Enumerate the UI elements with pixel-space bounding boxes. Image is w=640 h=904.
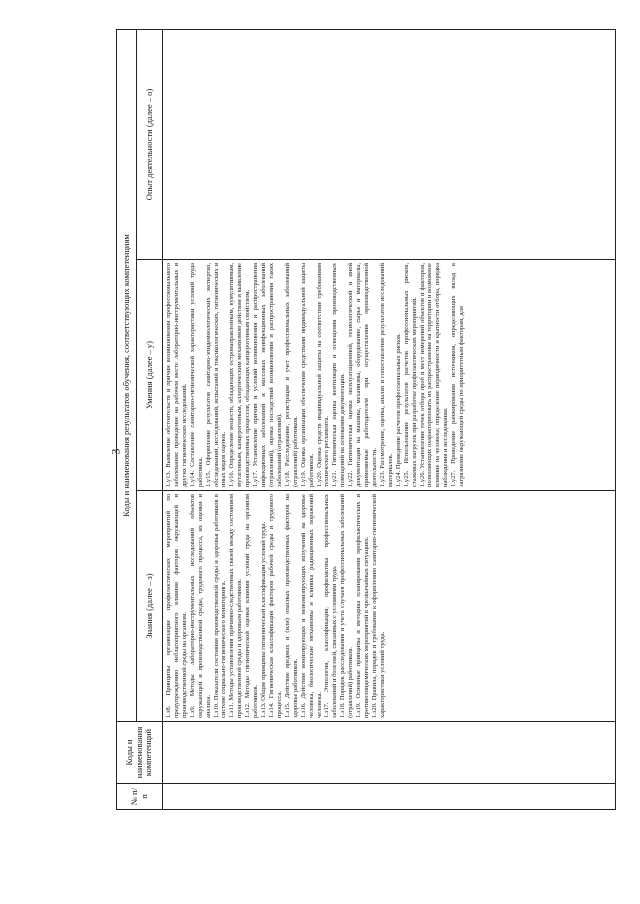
knowledge-item: 1.з16. Действие ионизирующих и неионизирующих излучений на здоровье человека, биологические механизмы и клиника радиационных поражений человека. [299, 494, 323, 718]
skill-item: 1.у13. Выявление обстоятельств и причин возникновения профессионального заболевания: проведение на рабочем месте лабораторно-инструментальных и других гигиенических исследований. [165, 263, 188, 487]
skill-item: 1.у27. Проведение ранжирования источников, определяющих вклад в загрязнение окружающей среды по приоритетным факторам, для [450, 263, 466, 487]
knowledge-item: 1.з19. Основные принципы и методика планирования профилактических и противоэпидемических мероприятий в чрезвычайных ситуациях. [355, 494, 371, 718]
table-header-row-1 [117, 29, 137, 809]
experience-cell [163, 29, 616, 259]
number-cell [163, 784, 616, 810]
knowledge-item: 1.з13. Общие принципы гигиенической классификации условий труда. [260, 521, 268, 718]
header-knowledge: Знания (далее – з) [137, 491, 163, 722]
header-experience: Опыт деятельности (далее – о) [137, 29, 163, 259]
skill-item: 1.у17. Установление причин и условий возникновения и распространения инфекционных заболеваний и массовых неинфекционных заболеваний (отравлений), оценка последствий возникновения и распространения таких заболеваний (отравлений). [252, 263, 283, 487]
skill-item: 1.у22. Гигиеническая оценка эксплуатационной, технологической и иной документации на машины, механизмы, оборудование, сырье и материалы, применяемые работодателем при осуществлении производственной деятельности. [347, 263, 378, 487]
knowledge-item: 1.з12. Методы гигиенической оценки влияния условий труда на организм работников. [244, 494, 260, 718]
skill-item: 1.у23. Рассмотрение, оценка, анализ и сопоставление результатов исследований материалов. [378, 263, 394, 487]
competencies-table [116, 29, 616, 810]
skill-item: 1.у25. Использование результатов расчетов профессиональных рисков, стажевых нагрузок при разработке профилактических мероприятий. [402, 263, 418, 487]
rotated-table-wrapper [116, 30, 616, 810]
knowledge-item: 1.з8. Принципы организации профилактических мероприятий по предупреждению неблагоприятного влияния факторов окружающей и производственной среды на организм. [165, 494, 188, 718]
page-number: 3 [108, 448, 123, 455]
knowledge-item: 1.з17. Этиология, классификация, профилактика профессиональных заболеваний и болезней, связанных с условиями труда. [323, 494, 339, 718]
skill-item: 1.у14. Составление санитарно-гигиенической характеристики условий труда работника. [188, 263, 204, 487]
header-number: № п/п [117, 784, 163, 810]
knowledge-item: 1.з11. Методы установления причинно-следственных связей между состоянием производственной среды и здоровьем работников. [228, 494, 244, 718]
knowledge-item: 1.з15. Действие вредных и (или) опасных производственных факторов на здоровье работников. [283, 494, 299, 718]
knowledge-cell [163, 491, 616, 722]
knowledge-item: 1.з20. Правила, порядок и требования к оформлению санитарно-гигиенической характеристики условий труда. [370, 494, 386, 718]
table-body-row [163, 29, 616, 809]
table-header-row-2 [137, 29, 163, 809]
skill-item: 1.у20. Оценка средств индивидуальной защиты на соответствие требованиям технического регламента. [315, 263, 331, 487]
skill-item: 1.у19. Оценка организации обеспечения средствами индивидуальной защиты работников. [299, 263, 315, 487]
skill-item: 1.у21. Гигиеническая оценка вентиляции и освещения производственных помещений на основании документации. [331, 263, 347, 487]
skill-item: 1.у16. Определение веществ, обладающих остронаправленным, кумулятивным, мутагенным, канцерогенным, аллергическим механизмом действия и выявление производственных процессов, обладающих канцерогенным свойством. [228, 263, 252, 487]
knowledge-item: 1.з18. Порядок расследования и учета случаев профессиональных заболеваний (отравлений) работников. [339, 494, 355, 718]
competency-code-cell [163, 722, 616, 784]
skill-item: 1.у24. Проведение расчетов профессиональных рисков. [394, 333, 402, 487]
skill-item: 1.у26. Установление точек отбора проб и мест измерений объектов и факторов, позволяющих охарактеризовать их распространение на территории и возможное влияние на человека; определение периодичности и кратности отбора, порядка наблюдения и исследования. [418, 263, 450, 487]
header-results-group: Коды и наименования результатов обучения, соответствующих компетенциям [117, 29, 137, 721]
knowledge-item: 1.з14. Гигиеническая классификация факторов рабочей среды и трудового процесса. [267, 494, 283, 718]
skills-cell [163, 260, 616, 491]
knowledge-item: 1.з10. Показатели состояния производственной среды и здоровья работников в системе социально-гигиенического мониторинга. [212, 494, 228, 718]
header-skills: Умения (далее – у) [137, 260, 163, 491]
skill-item: 1.у15. Оформление результатов санитарно-эпидемиологических экспертиз, обследований, исследований, испытаний и токсикологических, гигиенических и иных видов оценок. [204, 263, 228, 487]
skill-item: 1.у18. Расследование, регистрация и учет профессиональных заболеваний (отравлений) работников. [283, 263, 299, 487]
header-competency-codes: Коды и наименования компетенций [117, 722, 163, 784]
knowledge-item: 1.з9. Методы лабораторно-инструментальных исследований объектов окружающей и производственной среды, трудового процесса, их оценки и анализа. [188, 494, 212, 718]
